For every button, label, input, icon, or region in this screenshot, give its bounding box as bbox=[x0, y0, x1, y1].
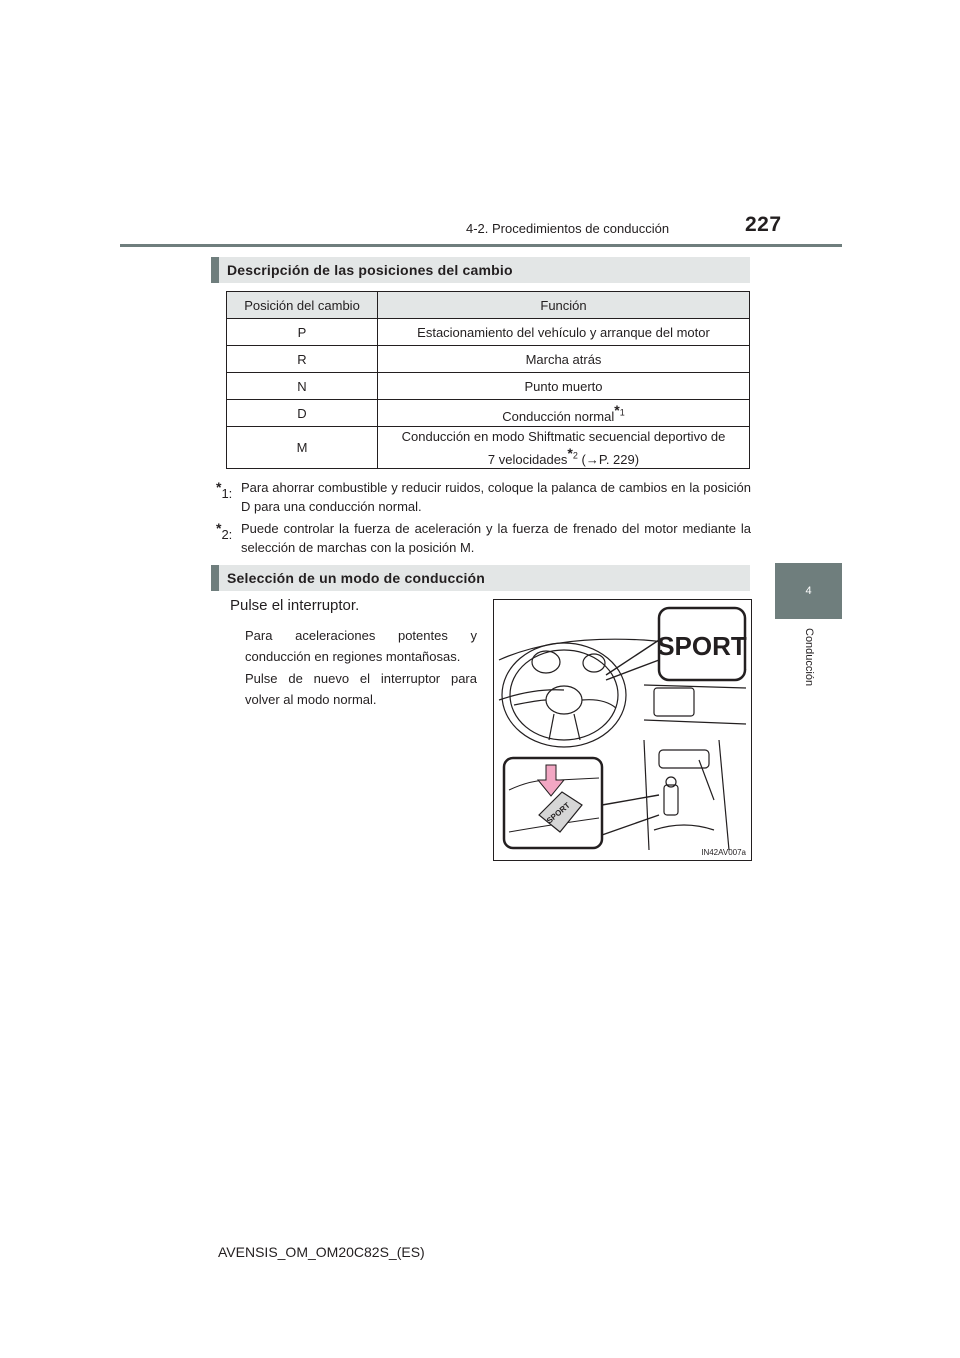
page-number: 227 bbox=[745, 213, 782, 236]
heading-text: Selección de un modo de conducción bbox=[227, 570, 486, 586]
col-header-function: Función bbox=[378, 292, 750, 319]
table-row bbox=[227, 346, 750, 373]
footnote-ref: 1 bbox=[619, 407, 625, 418]
cell-position: R bbox=[227, 346, 378, 373]
cell-function: Marcha atrás bbox=[378, 346, 750, 373]
figure-code: IN42AV007a bbox=[701, 848, 746, 857]
cell-position: P bbox=[227, 319, 378, 346]
section-heading-gear-positions bbox=[211, 257, 750, 283]
dashboard-drawing bbox=[494, 600, 751, 860]
chapter-label-text: Conducción bbox=[803, 628, 815, 687]
chapter-label bbox=[801, 628, 817, 708]
footnote-mark: *1: bbox=[216, 479, 233, 501]
sport-button-label: SPORT bbox=[657, 631, 747, 661]
function-text: Conducción normal bbox=[502, 409, 615, 424]
heading-bar bbox=[211, 565, 219, 591]
cell-position: D bbox=[227, 400, 378, 427]
gear-positions-table bbox=[226, 291, 750, 469]
section-title: 4-2. Procedimientos de conducción bbox=[466, 221, 670, 236]
chapter-tab: 4 bbox=[775, 563, 842, 619]
cell-position: N bbox=[227, 373, 378, 400]
cell-function: Estacionamiento del vehículo y arranque del motor bbox=[378, 319, 750, 346]
sport-switch-small-label: SPORT bbox=[544, 800, 572, 826]
footnote-text: Puede controlar la fuerza de aceleración y la fuerza de frenado del motor mediante la selección de marchas con la posición M. bbox=[241, 521, 751, 555]
cell-function bbox=[378, 427, 750, 469]
footnote-star: * bbox=[614, 402, 620, 418]
function-text-line2: 7 velocidades bbox=[487, 451, 568, 467]
table-header-row bbox=[227, 292, 750, 319]
footnote-text: Para ahorrar combustible y reducir ruidos, coloque la palanca de cambios en la posición D para una conducción normal. bbox=[241, 480, 751, 514]
heading-bar bbox=[211, 257, 219, 283]
document-code: AVENSIS_OM_OM20C82S_(ES) bbox=[218, 1244, 425, 1260]
cell-position: M bbox=[227, 427, 378, 469]
table-row bbox=[227, 427, 750, 469]
heading-text: Descripción de las posiciones del cambio bbox=[227, 262, 513, 278]
footnote-1 bbox=[211, 478, 751, 516]
footnote-star: * bbox=[567, 444, 573, 461]
description-paragraph: Para aceleraciones potentes y conducción en regiones montañosas. bbox=[245, 628, 477, 664]
col-header-position: Posición del cambio bbox=[227, 292, 378, 319]
cell-function: Punto muerto bbox=[378, 373, 750, 400]
description-paragraph: Pulse de nuevo el interruptor para volver al modo normal. bbox=[245, 671, 477, 707]
instruction-text: Pulse el interruptor. bbox=[230, 597, 360, 614]
function-text-line1: Conducción en modo Shiftmatic secuencial deportivo de bbox=[401, 428, 726, 444]
footnote-mark: *2: bbox=[216, 520, 233, 542]
header-rule bbox=[120, 244, 842, 247]
table-row bbox=[227, 319, 750, 346]
cell-function bbox=[378, 400, 750, 427]
table-row bbox=[227, 400, 750, 427]
footnote-2 bbox=[211, 519, 751, 557]
section-heading-driving-mode bbox=[211, 565, 750, 591]
page-reference: (→P. 229) bbox=[577, 451, 640, 467]
sport-switch-illustration bbox=[493, 599, 752, 861]
footnote-ref: 2 bbox=[572, 450, 578, 461]
table-row bbox=[227, 373, 750, 400]
